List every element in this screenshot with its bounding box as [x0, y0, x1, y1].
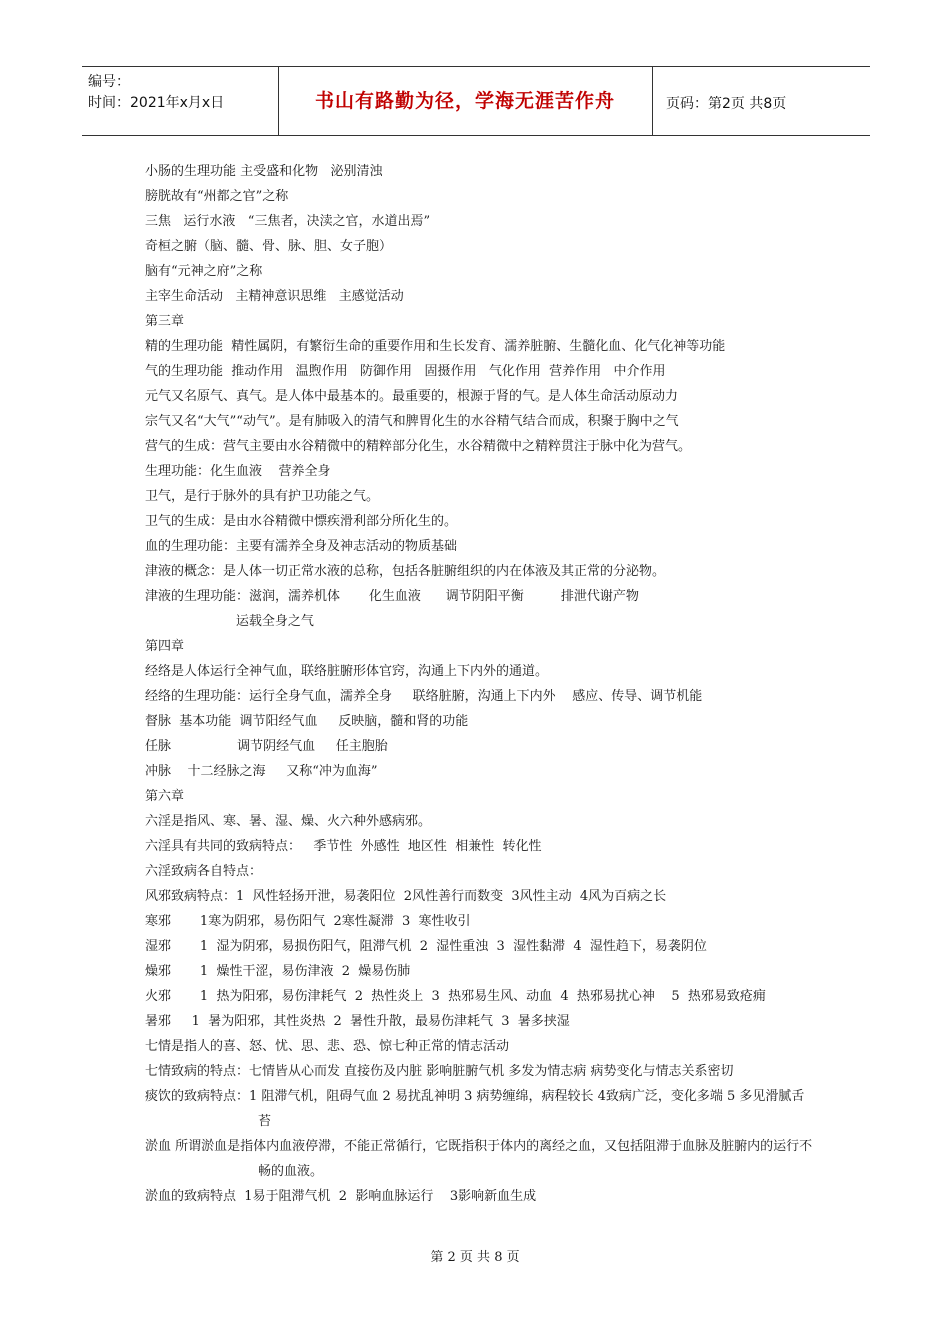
body-line: 三焦 运行水液 “三焦者，决渎之官，水道出焉”	[145, 214, 431, 229]
body-line: 六淫致病各自特点：	[145, 864, 263, 879]
body-line: 风邪致病特点：1 风性轻扬开泄，易袭阳位 2风性善行而数变 3风性主动 4风为百病之长	[145, 889, 667, 904]
body-line: 冲脉 十二经脉之海 又称“冲为血海”	[145, 764, 378, 779]
header-top-rule	[82, 66, 870, 67]
body-line: 经络的生理功能：运行全身气血，濡养全身 联络脏腑，沟通上下内外 感应、传导、调节机能	[145, 689, 703, 704]
header-motto: 书山有路勤为径，学海无涯苦作舟	[314, 90, 615, 112]
header-divider-right	[652, 66, 653, 136]
page-footer: 第 2 页 共 8 页	[430, 1250, 520, 1265]
hanging-paragraph	[145, 1134, 815, 1184]
header-bottom-rule	[82, 135, 870, 136]
hanging-paragraphs	[145, 1059, 815, 1184]
doc-number-label: 编号：	[88, 74, 130, 90]
body-line: 生理功能：化生血液 营养全身	[145, 464, 331, 479]
body-line: 督脉 基本功能 调节阳经气血 反映脑，髓和肾的功能	[145, 714, 469, 729]
body-line: 第四章	[145, 639, 185, 654]
body-line: 津液的生理功能：滋润，濡养机体 化生血液 调节阴阳平衡 排泄代谢产物	[145, 589, 639, 604]
body-line: 寒邪 1寒为阴邪，易伤阳气 2寒性凝滞 3 寒性收引	[145, 914, 471, 929]
body-line: 小肠的生理功能 主受盛和化物 泌别清浊	[145, 164, 383, 179]
body-line: 任脉 调节阴经气血 任主胞胎	[145, 739, 388, 754]
body-line: 湿邪 1 湿为阴邪，易损伤阳气，阻滞气机 2 湿性重浊 3 湿性黏滞 4 湿性趋下，易袭阴位	[145, 939, 707, 954]
body-line: 火邪 1 热为阳邪，易伤津耗气 2 热性炎上 3 热邪易生风、动血 4 热邪易扰心神 5 热邪易致疮痈	[145, 989, 766, 1004]
body-line: 淤血的致病特点 1易于阻滞气机 2 影响血脉运行 3影响新血生成	[145, 1189, 537, 1204]
body-line: 血的生理功能：主要有濡养全身及神志活动的物质基础	[145, 539, 458, 554]
doc-time-label: 时间：2021年x月x日	[88, 95, 225, 111]
paragraph-text: 1 阻滞气机，阻碍气血 2 易扰乱神明 3 病势缠绵，病程较长 4致病广泛，变化多端 5 多见滑腻舌苔	[249, 1089, 805, 1129]
body-line: 脑有“元神之府”之称	[145, 264, 263, 279]
body-line: 第六章	[145, 789, 185, 804]
document-body	[145, 159, 815, 1209]
body-line: 宗气又名“大气”“动气”。是有肺吸入的清气和脾胃化生的水谷精气结合而成，积聚于胸中之气	[145, 414, 679, 429]
body-line: 经络是人体运行全神气血，联络脏腑形体官窍，沟通上下内外的通道。	[145, 664, 549, 679]
hanging-paragraph	[145, 1084, 815, 1134]
body-line: 六淫具有共同的致病特点： 季节性 外感性 地区性 相兼性 转化性	[145, 839, 542, 854]
body-line: 运载全身之气	[145, 614, 314, 629]
body-line: 主宰生命活动 主精神意识思维 主感觉活动	[145, 289, 404, 304]
body-line: 第三章	[145, 314, 185, 329]
body-line: 元气又名原气、真气。是人体中最基本的。最重要的，根源于肾的气。是人体生命活动原动力	[145, 389, 679, 404]
body-line: 奇桓之腑（脑、髓、骨、脉、胆、女子胞）	[145, 239, 393, 254]
paragraph-label: 七情致病的特点：	[145, 1064, 250, 1079]
paragraph-label: 淤血 所谓淤血是	[145, 1139, 241, 1154]
body-line: 气的生理功能 推动作用 温煦作用 防御作用 固摄作用 气化作用 营养作用 中介作用	[145, 364, 666, 379]
paragraph-text: 指体内血液停滞，不能正常循行，它既指积于体内的离经之血，又包括阻滞于血脉及脏腑内的运行不畅的血液。	[240, 1139, 813, 1179]
header-meta	[88, 72, 224, 114]
header-page-number: 页码：第2页 共8页	[666, 96, 787, 112]
body-line: 七情是指人的喜、怒、忧、思、悲、恐、惊七种正常的情志活动	[145, 1039, 510, 1054]
body-line: 津液的概念：是人体一切正常水液的总称，包括各脏腑组织的内在体液及其正常的分泌物。	[145, 564, 666, 579]
body-line: 燥邪 1 燥性干涩，易伤津液 2 燥易伤肺	[145, 964, 411, 979]
paragraph-text: 七情皆从心而发 直接伤及内脏 影响脏腑气机 多发为情志病 病势变化与情志关系密切	[249, 1064, 734, 1079]
body-line: 精的生理功能 精性属阴，有繁衍生命的重要作用和生长发育、濡养脏腑、生髓化血、化气化神等功能	[145, 339, 726, 354]
body-lines	[145, 159, 815, 1059]
hanging-paragraph	[145, 1059, 815, 1084]
body-line: 膀胱故有“州都之官”之称	[145, 189, 289, 204]
body-line: 卫气的生成：是由水谷精微中慓疾滑利部分所化生的。	[145, 514, 458, 529]
body-line: 暑邪 1 暑为阳邪，其性炎热 2 暑性升散，最易伤津耗气 3 暑多挟湿	[145, 1014, 570, 1029]
body-line: 卫气，是行于脉外的具有护卫功能之气。	[145, 489, 380, 504]
paragraph-label: 痰饮的致病特点：	[145, 1089, 250, 1104]
body-line: 六淫是指风、寒、暑、湿、燥、火六种外感病邪。	[145, 814, 432, 829]
body-line: 营气的生成：营气主要由水谷精微中的精粹部分化生，水谷精微中之精粹贯注于脉中化为营气。	[145, 439, 692, 454]
page-header	[82, 66, 870, 136]
